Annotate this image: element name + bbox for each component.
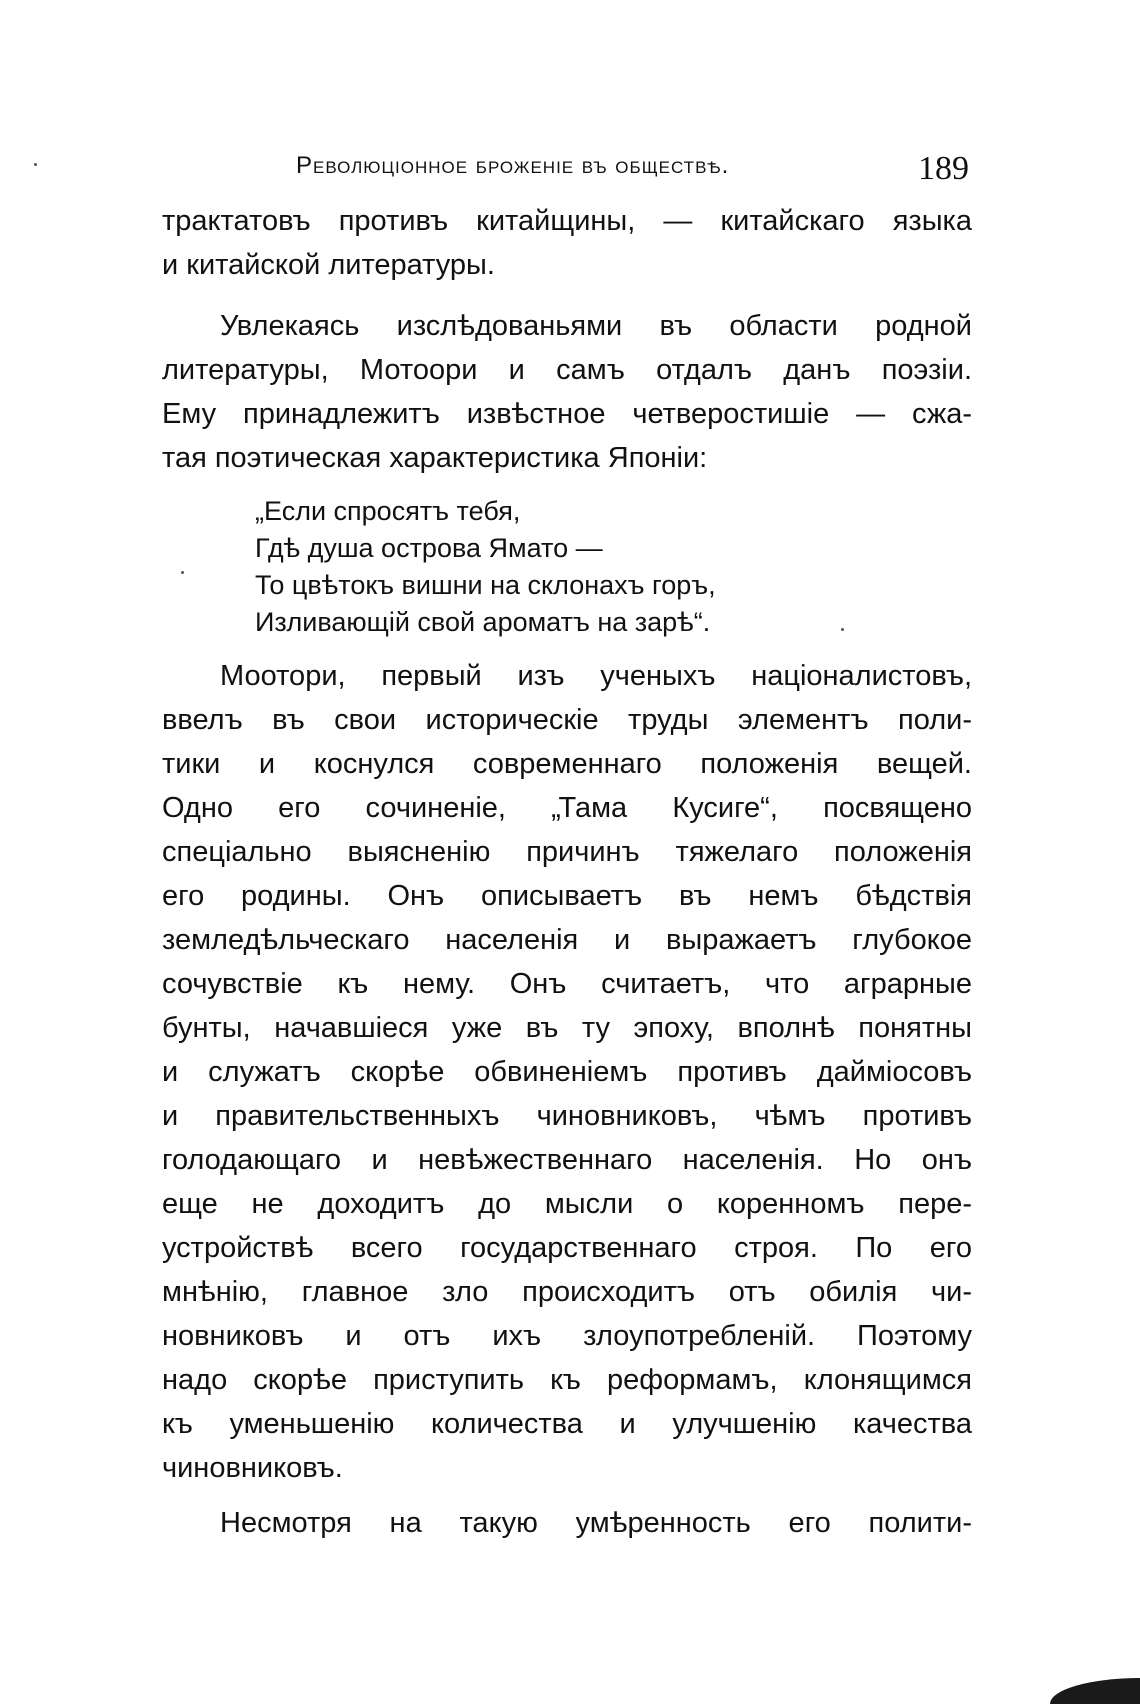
text-line: литературы, Мотоори и самъ отдалъ данъ поэзіи.: [162, 354, 972, 386]
text-line: голодающаго и невѣжественнаго населенія. Но онъ: [162, 1144, 972, 1176]
text-line: тая поэтическая характеристика Японіи:: [162, 442, 708, 474]
scan-speck: [181, 571, 184, 574]
text-line: тики и коснулся современнаго положенія вещей.: [162, 748, 972, 780]
verse-line: „Если спросятъ тебя,: [255, 496, 521, 526]
text-line: Увлекаясь изслѣдованьями въ области родной: [220, 310, 972, 342]
page-number: 189: [918, 150, 969, 187]
text-line: и китайской литературы.: [162, 249, 495, 281]
text-line: надо скорѣе приступить къ реформамъ, клонящимся: [162, 1364, 972, 1396]
text-line: устройствѣ всего государственнаго строя. По его: [162, 1232, 972, 1264]
text-line: чиновниковъ.: [162, 1452, 343, 1484]
text-line: Одно его сочиненіе, „Тама Кусиге“, посвящено: [162, 792, 972, 824]
text-line: Моотори, первый изъ ученыхъ націоналистовъ,: [220, 660, 972, 692]
text-line: спеціально выясненію причинъ тяжелаго положенія: [162, 836, 972, 868]
text-line: трактатовъ противъ китайщины, — китайскаго языка: [162, 205, 972, 237]
text-line: земледѣльческаго населенія и выражаетъ глубокое: [162, 924, 972, 956]
text-line: Ему принадлежитъ извѣстное четверостишіе — сжа-: [162, 398, 972, 430]
verse-line: Изливающій свой ароматъ на зарѣ“.: [255, 607, 711, 637]
text-line: еще не доходитъ до мысли о коренномъ пере-: [162, 1188, 972, 1220]
text-line: Несмотря на такую умѣренность его полити-: [220, 1507, 972, 1539]
scan-edge-mark: [1050, 1678, 1140, 1704]
verse-line: Гдѣ душа острова Ямато —: [255, 533, 603, 563]
text-line: новниковъ и отъ ихъ злоупотребленій. Поэтому: [162, 1320, 972, 1352]
text-line: сочувствіе къ нему. Онъ считаетъ, что аграрные: [162, 968, 972, 1000]
verse-line: То цвѣтокъ вишни на склонахъ горъ,: [255, 570, 716, 600]
running-title: Революціонное броженіе въ обществѣ.: [296, 152, 730, 179]
text-line: мнѣнію, главное зло происходитъ отъ обилія чи-: [162, 1276, 972, 1308]
scan-speck: [841, 628, 844, 631]
text-line: къ уменьшенію количества и улучшенію качества: [162, 1408, 972, 1440]
text-line: ввелъ въ свои историческіе труды элементъ поли-: [162, 704, 972, 736]
scan-speck: [34, 163, 37, 166]
text-line: бунты, начавшіеся уже въ ту эпоху, вполнѣ понятны: [162, 1012, 972, 1044]
text-line: его родины. Онъ описываетъ въ немъ бѣдствія: [162, 880, 972, 912]
text-line: и служатъ скорѣе обвиненіемъ противъ дайміосовъ: [162, 1056, 972, 1088]
text-line: и правительственныхъ чиновниковъ, чѣмъ противъ: [162, 1100, 972, 1132]
